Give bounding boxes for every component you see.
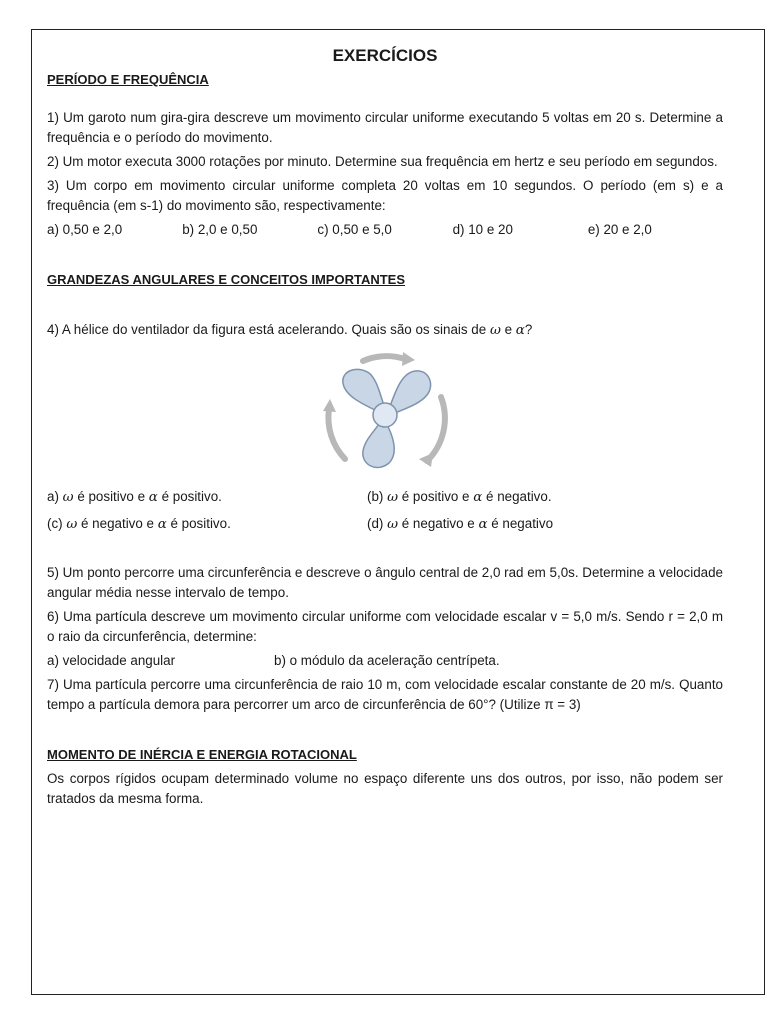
question-2: 2) Um motor executa 3000 rotações por minuto. Determine sua frequência em hertz e seu período em segundos. [47, 154, 718, 169]
section-heading-angular-quantities: GRANDEZAS ANGULARES E CONCEITOS IMPORTANTES [47, 272, 406, 287]
rotation-arrow-arc [427, 397, 445, 461]
option-e: e) 20 e 2,0 [587, 222, 652, 237]
rotation-arrowhead [402, 352, 415, 366]
option-c: (c) ω é negativo e α é positivo. [47, 516, 231, 532]
fan-hub [373, 403, 397, 427]
question-3: 3) Um corpo em movimento circular uniforme completa 20 voltas em 10 segundos. O período (em s) e a frequência (em s-1) do movimento são, respectivamente: [47, 178, 723, 213]
question-1: 1) Um garoto num gira-gira descreve um movimento circular uniforme executando 5 voltas em 20 s. Determine a frequência e o período do movimento. [47, 110, 723, 145]
omega-symbol: ω [489, 323, 501, 338]
question-4-options-row-1 [47, 487, 723, 508]
option-d: (d) ω é negativo e α é negativo [367, 516, 554, 532]
question-5: 5) Um ponto percorre uma circunferência e descreve o ângulo central de 2,0 rad em 5,0s. Determine a velocidade angular média nesse intervalo de tempo. [47, 565, 723, 600]
option-a: a) 0,50 e 2,0 [47, 222, 123, 237]
page-frame [31, 29, 765, 995]
question-4-options-row-2 [47, 514, 723, 535]
option-c: c) 0,50 e 5,0 [317, 222, 392, 237]
option-a: a) velocidade angular [47, 653, 176, 668]
section-heading-moment-of-inertia: MOMENTO DE INÉRCIA E ENERGIA ROTACIONAL [47, 747, 357, 762]
question-7: 7) Uma partícula percorre uma circunferência de raio 10 m, com velocidade escalar constante de 20 m/s. Quanto tempo a partícula demora para percorrer um arco de circunferência de 60°? (Utilize π = 3) [47, 677, 723, 712]
section-heading-period-frequency: PERÍODO E FREQUÊNCIA [47, 72, 209, 87]
option-b: b) 2,0 e 0,50 [182, 222, 258, 237]
question-6-options [47, 651, 723, 671]
fan-blade [363, 421, 394, 467]
page-title: EXERCÍCIOS [332, 46, 438, 65]
document-body [47, 44, 723, 809]
question-4: 4) A hélice do ventilador da figura está acelerando. Quais são os sinais de ω e α? [47, 322, 533, 338]
question-3-options [47, 220, 723, 240]
question-6: 6) Uma partícula descreve um movimento circular uniforme com velocidade escalar v = 5,0 m/s. Sendo r = 2,0 m o raio da circunferência, determine: [47, 609, 723, 644]
alpha-symbol: α [515, 323, 525, 338]
rotation-arrowhead [323, 399, 336, 412]
option-a: a) ω é positivo e α é positivo. [47, 489, 222, 505]
rotation-arrow-arc [328, 409, 345, 459]
option-b: (b) ω é positivo e α é negativo. [367, 489, 552, 505]
option-b: b) o módulo da aceleração centrípeta. [274, 653, 500, 668]
rotation-arrow-arc [363, 356, 405, 361]
section-3-text: Os corpos rígidos ocupam determinado volume no espaço diferente uns dos outros, por isso, não podem ser tratados da mesma forma. [47, 771, 723, 806]
fan-icon [315, 349, 455, 479]
rotation-arrowhead [419, 453, 433, 467]
option-d: d) 10 e 20 [452, 222, 513, 237]
